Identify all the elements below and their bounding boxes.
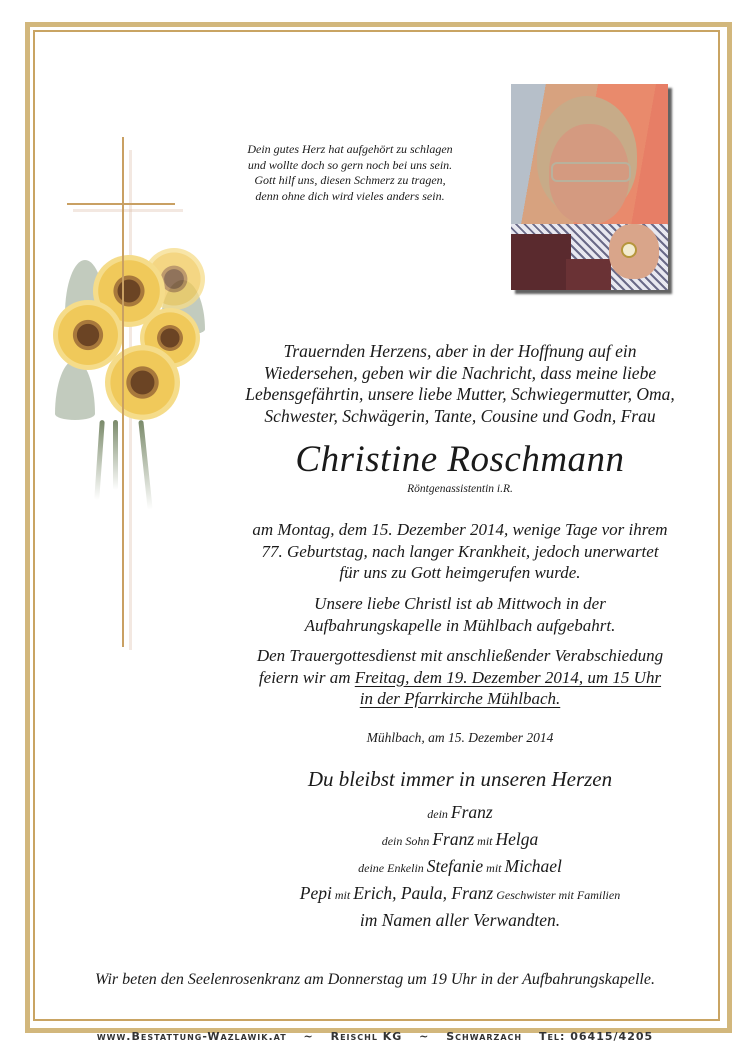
intro-line: Wiedersehen, geben wir die Nachricht, dass meine liebe (263, 362, 657, 383)
mourner-name: Franz (450, 802, 493, 822)
verse-line: denn ohne dich wird vieles anders sein. (255, 188, 445, 203)
service-location: in der Pfarrkirche Mühlbach. (359, 689, 561, 708)
mourner-row (230, 881, 690, 908)
mourner-name: im Namen aller Verwandten. (359, 910, 561, 930)
stem-decoration (113, 420, 118, 490)
mourner-name: Erich, Paula, Franz (353, 883, 494, 903)
relation-label: mit (331, 888, 354, 902)
sunflower-icon (105, 345, 180, 420)
verse-line: Dein gutes Herz hat aufgehört zu schlagen (247, 142, 453, 156)
mourner-name: Michael (504, 856, 562, 876)
service-paragraph (230, 645, 690, 710)
relation-label: dein (427, 807, 451, 821)
notice-line: 77. Geburtstag, nach langer Krankheit, jedoch unerwartet (261, 541, 659, 561)
footer-separator: ~ (419, 1030, 430, 1043)
watch-icon (621, 242, 637, 258)
place-and-date: Mühlbach, am 15. Dezember 2014 (366, 730, 554, 745)
memorial-motto: Du bleibst immer in unseren Herzen (307, 767, 613, 791)
mourner-row (230, 827, 690, 854)
deceased-occupation: Röntgenassistentin i.R. (407, 483, 513, 495)
relation-label: dein Sohn (381, 834, 433, 848)
viewing-paragraph (230, 593, 690, 636)
footer-website: www.Bestattung-Wazlawik.at (96, 1030, 287, 1043)
notice-line: am Montag, dem 15. Dezember 2014, wenige Tage vor ihrem (252, 520, 668, 539)
service-datetime: Freitag, dem 19. Dezember 2014, um 15 Uhr (354, 667, 662, 687)
relation-label: deine Enkelin (358, 861, 427, 875)
rosary-announcement: Wir beten den Seelenrosenkranz am Donnerstag um 19 Uhr in der Aufbahrungskapelle. (95, 971, 655, 988)
service-line (230, 688, 690, 710)
mourner-row (230, 854, 690, 881)
mourner-row (230, 800, 690, 827)
stem-decoration (138, 420, 152, 510)
cross-shadow (73, 209, 183, 212)
funeral-home-footer (0, 1030, 750, 1043)
photo-vest (511, 234, 571, 290)
relation-label: mit (483, 861, 505, 875)
intro-line: Trauernden Herzens, aber in der Hoffnung auf ein (283, 341, 637, 361)
death-notice-paragraph (230, 519, 690, 584)
mourner-name: Pepi (299, 883, 332, 903)
relation-label: mit (474, 834, 496, 848)
footer-company: Reischl KG (330, 1030, 403, 1043)
notice-line: für uns zu Gott heimgerufen wurde. (339, 563, 581, 582)
service-line: Den Trauergottesdienst mit anschließender Verabschiedung (256, 646, 664, 665)
mourner-name: Stefanie (426, 856, 484, 876)
photo-glasses (551, 162, 631, 182)
viewing-line: Aufbahrungskapelle in Mühlbach aufgebahrt. (304, 615, 616, 635)
stem-decoration (94, 420, 105, 500)
footer-separator: ~ (303, 1030, 314, 1043)
mourner-row (230, 908, 690, 933)
intro-line: Lebensgefährtin, unsere liebe Mutter, Schwiegermutter, Oma, (245, 384, 675, 404)
intro-paragraph (230, 341, 690, 427)
memorial-verse (215, 142, 485, 204)
footer-phone: Tel: 06415/4205 (538, 1030, 654, 1043)
relation-label: Geschwister mit Familien (493, 888, 621, 902)
intro-line: Schwester, Schwägerin, Tante, Cousine und Godn, Frau (264, 405, 656, 426)
photo-vest (566, 259, 611, 290)
cross-with-sunflowers-image (45, 130, 215, 655)
cross-bar (67, 203, 175, 205)
service-prefix: feiern wir am (258, 667, 355, 687)
mourner-name: Franz (432, 829, 475, 849)
portrait-photo (511, 84, 668, 290)
verse-line: und wollte doch so gern noch bei uns sein. (247, 157, 453, 172)
service-line (230, 667, 690, 689)
mourner-name: Helga (495, 829, 539, 849)
cross-icon (122, 137, 124, 647)
footer-town: Schwarzach (446, 1030, 523, 1043)
verse-line: Gott hilf uns, diesen Schmerz zu tragen, (254, 173, 446, 187)
mourners-list (230, 800, 690, 933)
deceased-name: Christine Roschmann (295, 439, 625, 480)
viewing-line: Unsere liebe Christl ist ab Mittwoch in der (314, 594, 606, 613)
